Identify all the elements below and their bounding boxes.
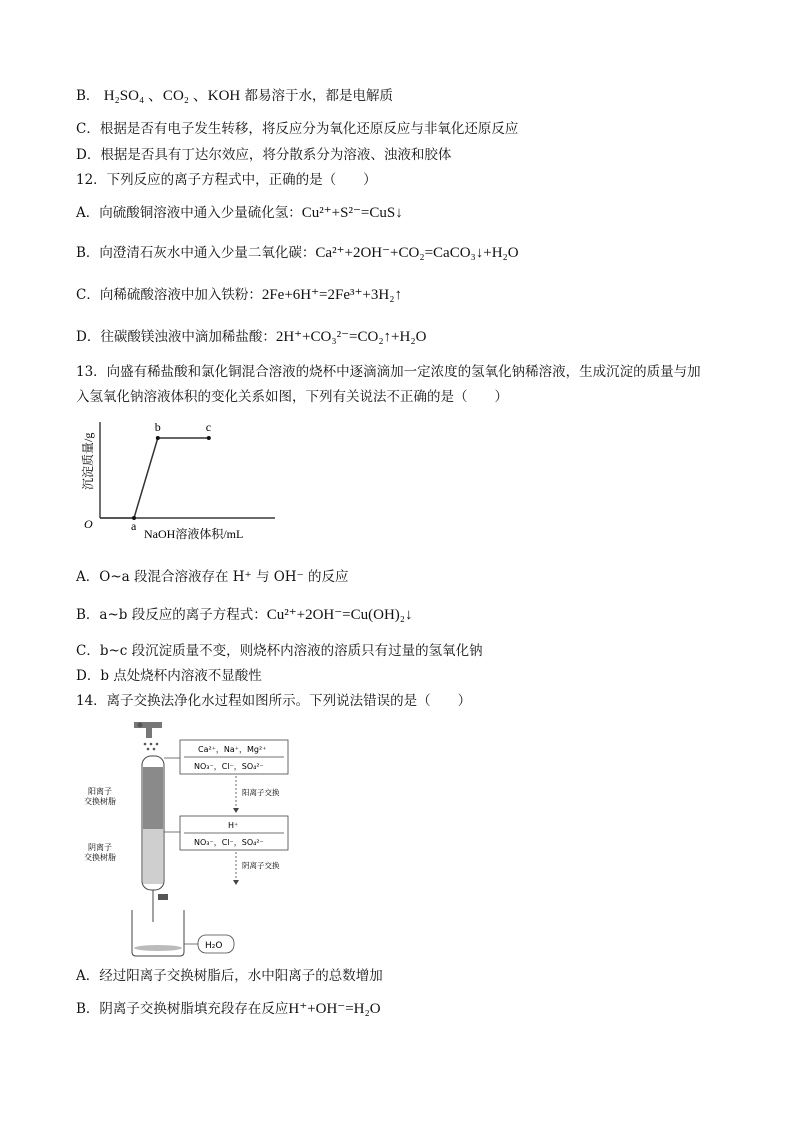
q14-option-b-equation: H⁺+OH⁻=H₂O bbox=[288, 1001, 381, 1017]
q13-stem-line1: 13．向盛有稀盐酸和氯化铜混合溶液的烧杯中逐滴滴加一定浓度的氢氧化钠稀溶液，生成沉淀的质量与加 bbox=[76, 364, 701, 380]
box2-anions: NO₃⁻，Cl⁻，SO₄²⁻ bbox=[194, 838, 264, 847]
y-axis-label: 沉淀质量/g bbox=[81, 432, 95, 490]
q12-option-d-equation: 2H⁺+CO₃²⁻=CO₂↑+H₂O bbox=[275, 329, 427, 345]
anion-resin-label-line1: 阴离子 bbox=[88, 843, 112, 852]
point-label-a: a bbox=[131, 519, 137, 533]
arrow-down-icon bbox=[233, 808, 239, 813]
h2o-label: H₂O bbox=[205, 941, 223, 951]
cation-resin-label-line2: 交换树脂 bbox=[84, 797, 116, 806]
beaker-icon bbox=[132, 910, 184, 956]
precipitate-series-line bbox=[100, 438, 209, 518]
cation-resin-label-line1: 阳离子 bbox=[88, 787, 112, 796]
q12-option-b-equation: Ca²⁺+2OH⁻+CO₂=CaCO₃↓+H₂O bbox=[315, 245, 519, 261]
q12-option-a-equation: Cu²⁺+S²⁻=CuS↓ bbox=[301, 205, 403, 221]
q12-stem: 12．下列反应的离子方程式中，正确的是（ ） bbox=[76, 172, 377, 188]
arrow-down-icon bbox=[233, 880, 239, 885]
q12-option-c-equation: 2Fe+6H⁺=2Fe³⁺+3H₂↑ bbox=[261, 287, 402, 303]
q13-option-a: A．O~a 段混合溶液存在 H⁺ 与 OH⁻ 的反应 bbox=[76, 569, 349, 585]
anion-resin-label-line2: 交换树脂 bbox=[84, 853, 116, 862]
q11-option-c: C．根据是否有电子发生转移，将反应分为氧化还原反应与非氧化还原反应 bbox=[76, 121, 519, 137]
q13-option-c: C．b~c 段沉淀质量不变，则烧杯内溶液的溶质只有过量的氢氧化钠 bbox=[76, 643, 483, 659]
q12-option-a: A．向硫酸铜溶液中通入少量硫化氢：Cu²⁺+S²⁻=CuS↓ bbox=[76, 205, 403, 221]
q14-option-a: A．经过阳离子交换树脂后，水中阳离子的总数增加 bbox=[76, 968, 383, 984]
point-c bbox=[207, 436, 211, 440]
box2-cations: H⁺ bbox=[228, 821, 239, 830]
q11-option-b: B． H₂SO₄ 、CO₂ 、KOH 都易溶于水，都是电解质 bbox=[76, 88, 394, 104]
ion-box-after-cation bbox=[180, 816, 288, 850]
q14-option-b: B．阴离子交换树脂填充段存在反应H⁺+OH⁻=H₂O bbox=[76, 1001, 381, 1017]
arrow2-label: 阴离子交换 bbox=[242, 861, 280, 870]
point-label-c: c bbox=[205, 420, 212, 434]
origin-label: O bbox=[84, 517, 93, 531]
point-label-b: b bbox=[154, 420, 161, 434]
q13-option-b-equation: Cu²⁺+2OH⁻=Cu(OH)₂↓ bbox=[266, 607, 413, 623]
q13-option-b: B．a~b 段反应的离子方程式：Cu²⁺+2OH⁻=Cu(OH)₂↓ bbox=[76, 607, 413, 623]
arrow1-label: 阳离子交换 bbox=[242, 788, 280, 797]
q12-option-d: D．往碳酸镁浊液中滴加稀盐酸：2H⁺+CO₃²⁻=CO₂↑+H₂O bbox=[76, 329, 427, 345]
anion-resin-section bbox=[143, 829, 163, 884]
precipitate-chart bbox=[70, 418, 290, 543]
x-axis-label: NaOH溶液体积/mL bbox=[144, 527, 244, 541]
faucet-icon bbox=[134, 722, 162, 738]
water-drops-icon bbox=[144, 743, 159, 751]
point-group bbox=[131, 420, 211, 533]
q11-option-b-formula: H₂SO₄ 、CO₂ 、KOH bbox=[103, 88, 241, 104]
q13-option-d: D．b 点处烧杯内溶液不显酸性 bbox=[76, 668, 262, 684]
q12-option-c: C．向稀硫酸溶液中加入铁粉：2Fe+6H⁺=2Fe³⁺+3H₂↑ bbox=[76, 287, 402, 303]
q12-option-b: B．向澄清石灰水中通入少量二氧化碳：Ca²⁺+2OH⁻+CO₂=CaCO₃↓+H₂O bbox=[76, 245, 519, 261]
point-b bbox=[156, 436, 160, 440]
exchange-column bbox=[142, 756, 168, 922]
cation-resin-section bbox=[143, 767, 163, 829]
box1-anions: NO₃⁻，Cl⁻，SO₄²⁻ bbox=[194, 762, 264, 771]
ion-exchange-figure bbox=[80, 722, 320, 962]
valve-icon bbox=[158, 894, 168, 900]
box1-cations: Ca²⁺，Na⁺，Mg²⁺ bbox=[198, 745, 267, 754]
q11-option-d: D．根据是否具有丁达尔效应，将分散系分为溶液、浊液和胶体 bbox=[76, 147, 452, 163]
q13-stem-line2: 入氢氧化钠溶液体积的变化关系如图，下列有关说法不正确的是（ ） bbox=[76, 389, 508, 405]
ion-box-initial bbox=[180, 740, 288, 774]
q14-stem: 14．离子交换法净化水过程如图所示。下列说法错误的是（ ） bbox=[76, 693, 472, 709]
